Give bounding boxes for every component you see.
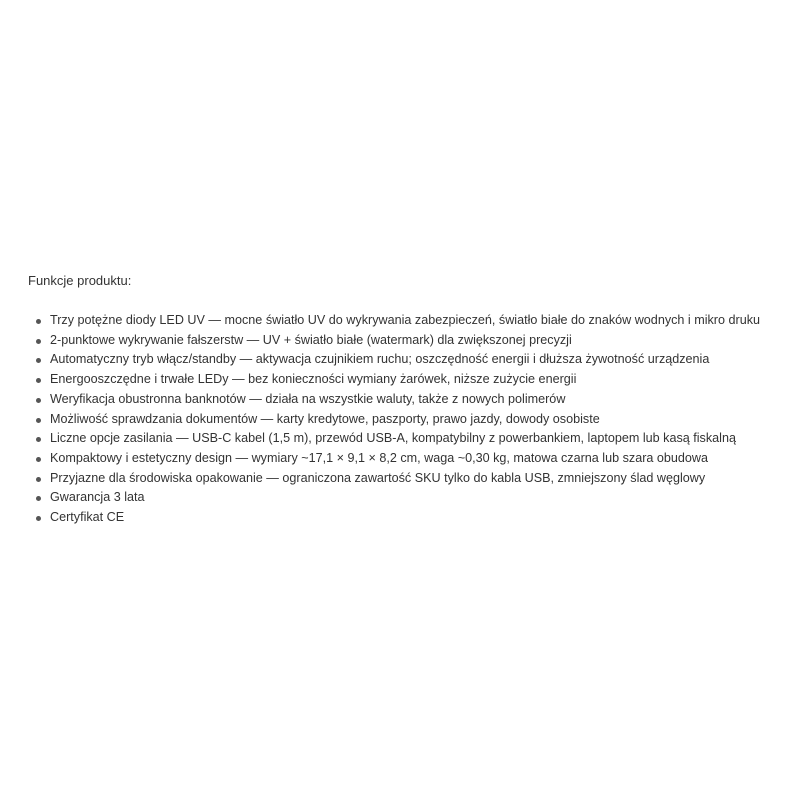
bullet-icon <box>36 378 41 383</box>
bullet-icon <box>36 319 41 324</box>
product-features-section <box>28 271 788 528</box>
list-item-text: Trzy potężne diody LED UV — mocne światło UV do wykrywania zabezpieczeń, światło białe do znaków wodnych i mikro druku <box>50 313 760 327</box>
list-item <box>28 370 788 390</box>
bullet-icon <box>36 477 41 482</box>
list-item-text: 2-punktowe wykrywanie fałszerstw — UV + światło białe (watermark) dla zwiększonej precyzji <box>50 332 572 347</box>
bullet-icon <box>36 398 41 403</box>
list-item-text: Automatyczny tryb włącz/standby — aktywacja czujnikiem ruchu; oszczędność energii i dłuższa żywotność urządzenia <box>50 352 710 367</box>
list-item <box>28 508 788 528</box>
list-item <box>28 449 788 469</box>
list-item-text: Przyjazne dla środowiska opakowanie — ograniczona zawartość SKU tylko do kabla USB, zmniejszony ślad węglowy <box>50 470 706 485</box>
list-item-text: Certyfikat CE <box>50 510 125 525</box>
bullet-icon <box>36 437 41 442</box>
list-item <box>28 311 788 331</box>
list-item <box>28 331 788 351</box>
bullet-icon <box>36 339 41 344</box>
bullet-icon <box>36 516 41 521</box>
list-item <box>28 488 788 508</box>
list-item <box>28 390 788 410</box>
section-title: Funkcje produktu: <box>28 273 132 288</box>
list-item-text: Gwarancja 3 lata <box>50 490 145 505</box>
features-list <box>28 311 788 528</box>
bullet-icon <box>36 358 41 363</box>
list-item-text: Kompaktowy i estetyczny design — wymiary ~17,1 × 9,1 × 8,2 cm, waga ~0,30 kg, matowa czarna lub szara obudowa <box>50 450 709 465</box>
list-item <box>28 469 788 489</box>
bullet-icon <box>36 496 41 501</box>
list-item-text: Liczne opcje zasilania — USB-C kabel (1,5 m), przewód USB-A, kompatybilny z powerbankiem, laptopem lub kasą fiskalną <box>50 431 736 446</box>
list-item <box>28 410 788 430</box>
list-item-text: Możliwość sprawdzania dokumentów — karty kredytowe, paszporty, prawo jazdy, dowody osobiste <box>50 411 600 426</box>
bullet-icon <box>36 418 41 423</box>
list-item <box>28 429 788 449</box>
list-item-text: Weryfikacja obustronna banknotów — działa na wszystkie waluty, także z nowych polimerów <box>50 391 566 406</box>
list-item-text: Energooszczędne i trwałe LEDy — bez konieczności wymiany żarówek, niższe zużycie energii <box>50 372 577 387</box>
list-item <box>28 350 788 370</box>
bullet-icon <box>36 457 41 462</box>
